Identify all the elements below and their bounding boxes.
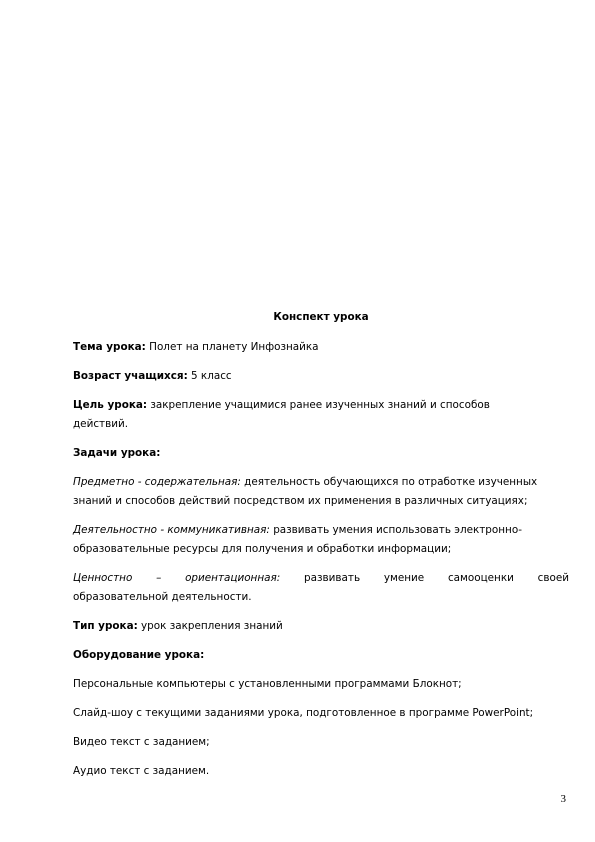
task-value-word: умение [383, 572, 425, 584]
equipment-item: Персональные компьютеры с установленными программами Блокнот; [73, 678, 462, 690]
lesson-goal-label: Цель урока: [73, 399, 148, 411]
task-value-word: самооценки [447, 572, 514, 584]
equipment-item: Видео текст с заданием; [73, 736, 210, 748]
lesson-type [73, 617, 569, 636]
task-item [73, 569, 569, 607]
task-continuation: образовательные ресурсы для получения и обработки информации; [73, 543, 452, 555]
lesson-topic-label: Тема урока: [73, 341, 146, 353]
task-item [73, 521, 569, 559]
equipment-heading: Оборудование урока: [73, 649, 205, 661]
task-justified-line [73, 569, 569, 588]
task-label: Деятельностно - коммуникативная: [73, 524, 270, 536]
lesson-goal [73, 396, 569, 434]
task-value: деятельность обучающихся по отработке изученных [240, 476, 538, 488]
page-number: 3 [560, 793, 566, 805]
lesson-type-label: Тип урока: [73, 620, 138, 632]
task-item [73, 473, 569, 511]
lesson-topic [73, 338, 569, 357]
task-label: Предметно - содержательная: [73, 476, 241, 488]
lesson-type-value: урок закрепления знаний [137, 620, 283, 632]
equipment-item: Слайд-шоу с текущими заданиями урока, подготовленное в программе PowerPoint; [73, 707, 534, 719]
task-label-word: – [156, 572, 162, 584]
student-age-label: Возраст учащихся: [73, 370, 188, 382]
document-title: Конспект урока [273, 311, 369, 323]
task-value: развивать умения использовать электронно- [269, 524, 522, 536]
task-value-word: своей [537, 572, 569, 584]
lesson-goal-continuation: действий. [73, 418, 129, 430]
lesson-goal-value: закрепление учащимися ранее изученных знаний и способов [147, 399, 490, 411]
student-age-value: 5 класс [187, 370, 232, 382]
task-continuation: знаний и способов действий посредством их применения в различных ситуациях; [73, 495, 528, 507]
tasks-heading: Задачи урока: [73, 447, 161, 459]
student-age [73, 367, 569, 386]
equipment-item: Аудио текст с заданием. [73, 765, 210, 777]
task-continuation: образовательной деятельности. [73, 591, 252, 603]
task-value-word: развивать [304, 572, 361, 584]
task-label-word: ориентационная: [185, 572, 281, 584]
lesson-plan [73, 308, 569, 791]
task-label-word: Ценностно [73, 572, 133, 584]
lesson-topic-value: Полет на планету Инфознайка [145, 341, 319, 353]
